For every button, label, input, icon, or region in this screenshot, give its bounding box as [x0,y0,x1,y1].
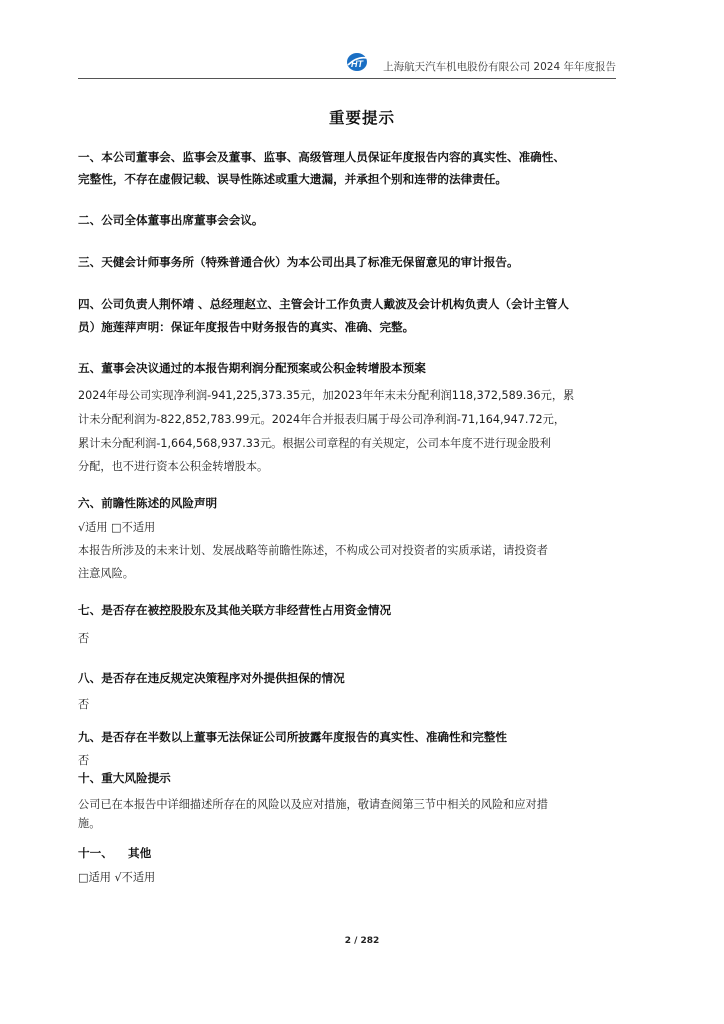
profit-distribution-line-4: 分配，也不进行资本公积金转增股本。 [78,460,269,473]
profit-distribution-line-2: 计未分配利润为-822,852,783.99元。2024年合并报表归属于母公司净利润-71,164,947.72元， [78,413,566,426]
forward-looking-line-1: 本报告所涉及的未来计划、发展战略等前瞻性陈述，不构成公司对投资者的实质承诺，请投资者 [78,544,548,557]
section-6-heading: 六、前瞻性陈述的风险声明 [78,496,218,510]
notice-3: 三、天健会计师事务所（特殊普通合伙）为本公司出具了标准无保留意见的审计报告。 [78,255,519,269]
company-logo-icon [346,52,368,72]
notice-4-line-2: 员）施莲萍声明：保证年度报告中财务报告的真实、准确、完整。 [78,320,415,334]
section-11-applicability: □适用 √不适用 [78,871,156,884]
section-7-answer: 否 [78,632,90,645]
notice-2: 二、公司全体董事出席董事会会议。 [78,213,264,227]
section-9-heading: 九、是否存在半数以上董事无法保证公司所披露年度报告的真实性、准确性和完整性 [78,730,507,744]
page-header [78,50,616,79]
header-report-title: 上海航天汽车机电股份有限公司 2024 年年度报告 [383,61,616,73]
profit-distribution-line-1: 2024年母公司实现净利润-941,225,373.35元，加2023年年末未分配利润118,372,589.36元，累 [78,389,575,402]
section-9-answer: 否 [78,754,90,767]
notice-4-line-1: 四、公司负责人荆怀靖 、总经理赵立、主管会计工作负责人戴波及会计机构负责人（会计主管人 [78,297,569,311]
section-8-heading: 八、是否存在违反规定决策程序对外提供担保的情况 [78,671,345,685]
section-10-heading: 十、重大风险提示 [78,771,171,785]
forward-looking-line-2: 注意风险。 [78,567,134,580]
page-number: 2 / 282 [344,936,380,946]
section-8-answer: 否 [78,698,90,711]
risk-notice-line-1: 公司已在本报告中详细描述所存在的风险以及应对措施，敬请查阅第三节中相关的风险和应对措 [78,798,548,811]
notice-1-line-1: 一、本公司董事会、监事会及董事、监事、高级管理人员保证年度报告内容的真实性、准确性、 [78,150,565,164]
section-11-number: 十一、 [78,846,113,860]
notice-1-line-2: 完整性，不存在虚假记载、误导性陈述或重大遗漏，并承担个别和连带的法律责任。 [78,172,507,186]
risk-notice-line-2: 施。 [78,817,101,830]
section-11-title: 其他 [128,846,152,860]
section-5-heading: 五、董事会决议通过的本报告期利润分配预案或公积金转增股本预案 [78,361,426,375]
svg-text:HT: HT [351,59,363,69]
page-title: 重要提示 [328,109,395,127]
section-6-applicability: √适用 □不适用 [78,521,156,534]
section-7-heading: 七、是否存在被控股股东及其他关联方非经营性占用资金情况 [78,603,392,617]
profit-distribution-line-3: 累计未分配利润-1,664,568,937.33元。根据公司章程的有关规定，公司本年度不进行现金股利 [78,437,551,450]
